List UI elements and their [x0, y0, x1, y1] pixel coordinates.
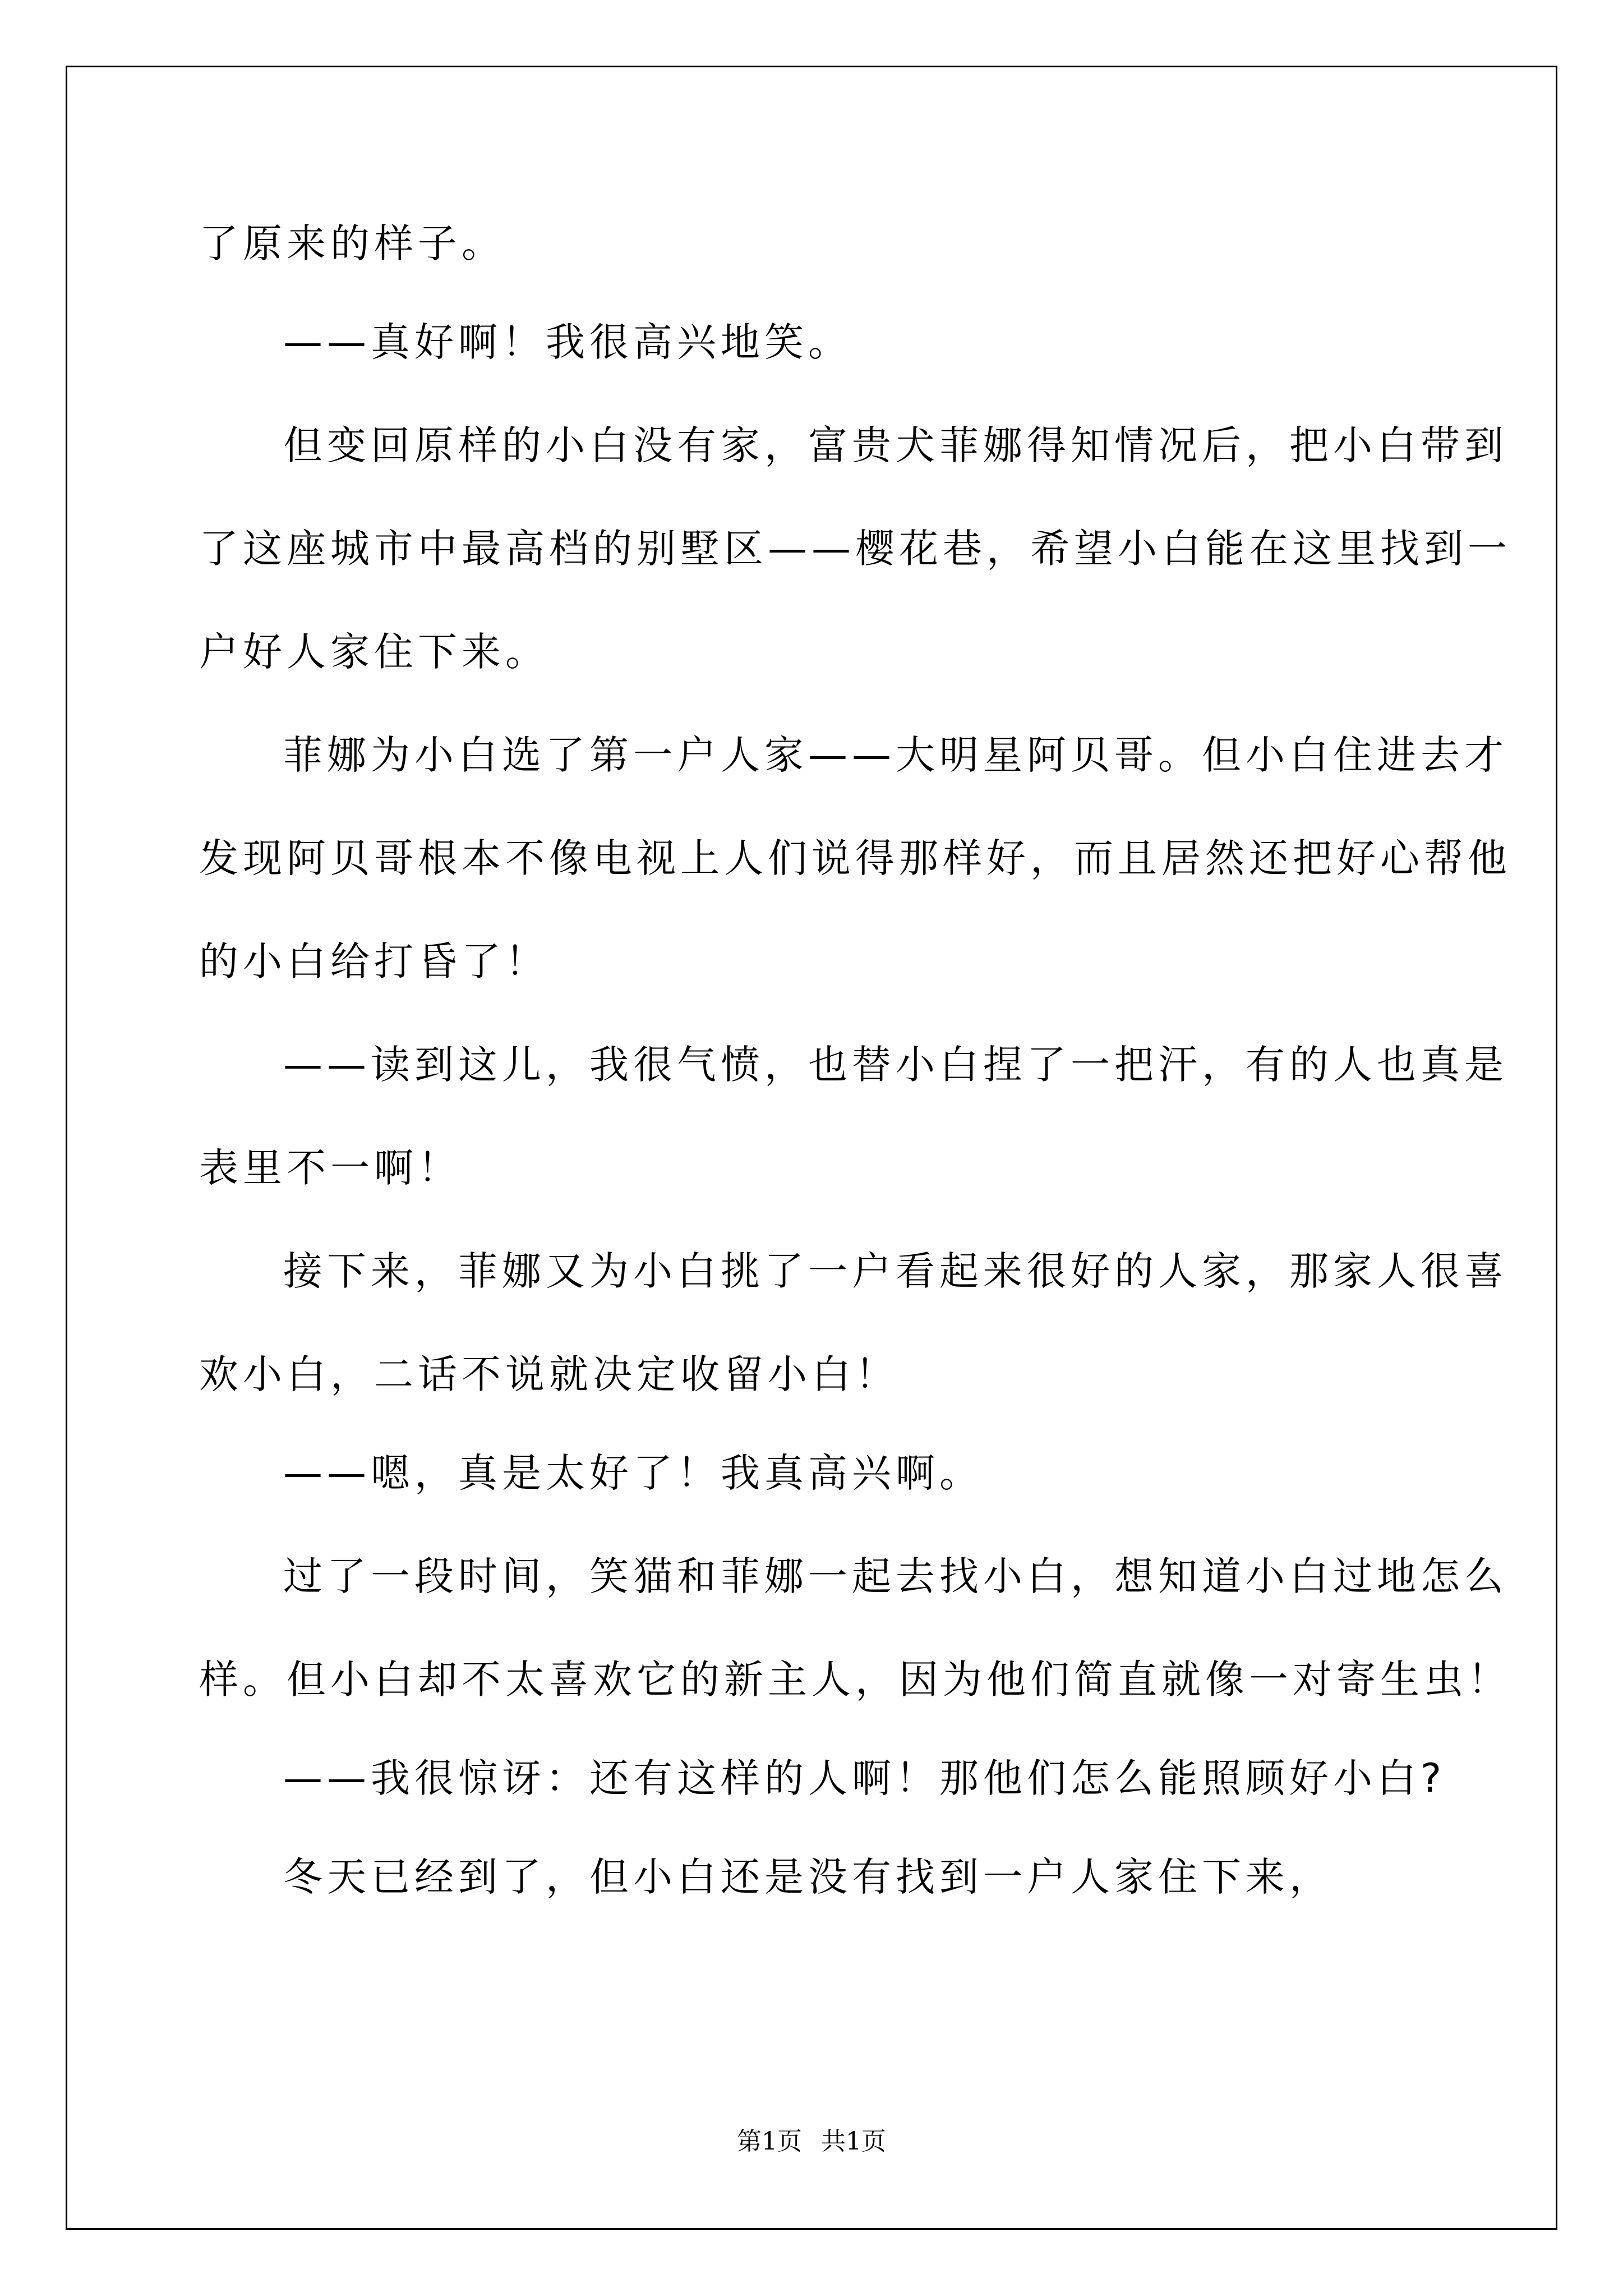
text-line-13: ——嗯，真是太好了！我真高兴啊。 [283, 1450, 983, 1496]
text-line-12: 欢小白，二话不说就决定收留小白！ [199, 1351, 899, 1397]
text-line-2: ——真好啊！我很高兴地笑。 [283, 319, 852, 365]
page-total-label: 共1页 [821, 2127, 886, 2156]
text-line-11: 接下来，菲娜又为小白挑了一户看起来很好的人家，那家人很喜 [283, 1248, 1508, 1294]
text-line-14: 过了一段时间，笑猫和菲娜一起去找小白，想知道小白过地怎么 [283, 1553, 1508, 1599]
text-line-3: 但变回原样的小白没有家，富贵犬菲娜得知情况后，把小白带到 [283, 422, 1508, 468]
text-line-5: 户好人家住下来。 [199, 629, 549, 675]
text-line-10: 表里不一啊！ [199, 1145, 462, 1191]
text-line-7: 发现阿贝哥根本不像电视上人们说得那样好，而且居然还把好心帮他 [199, 835, 1511, 881]
page-number-label: 第1页 [737, 2127, 802, 2156]
text-line-8: 的小白给打昏了！ [199, 938, 549, 984]
document-body [199, 218, 1511, 1903]
text-line-1: 了原来的样子。 [199, 220, 505, 266]
text-line-4: 了这座城市中最高档的别墅区——樱花巷，希望小白能在这里找到一 [199, 526, 1511, 572]
text-line-16: ——我很惊讶：还有这样的人啊！那他们怎么能照顾好小白? [283, 1755, 1446, 1801]
text-line-6: 菲娜为小白选了第一户人家——大明星阿贝哥。但小白住进去才 [283, 732, 1508, 778]
text-line-9: ——读到这儿，我很气愤，也替小白捏了一把汗，有的人也真是 [283, 1042, 1508, 1088]
text-line-15: 样。但小白却不太喜欢它的新主人，因为他们简直就像一对寄生虫！ [199, 1657, 1511, 1703]
page-footer [0, 2126, 1623, 2157]
text-line-17: 冬天已经到了，但小白还是没有找到一户人家住下来， [283, 1854, 1333, 1900]
